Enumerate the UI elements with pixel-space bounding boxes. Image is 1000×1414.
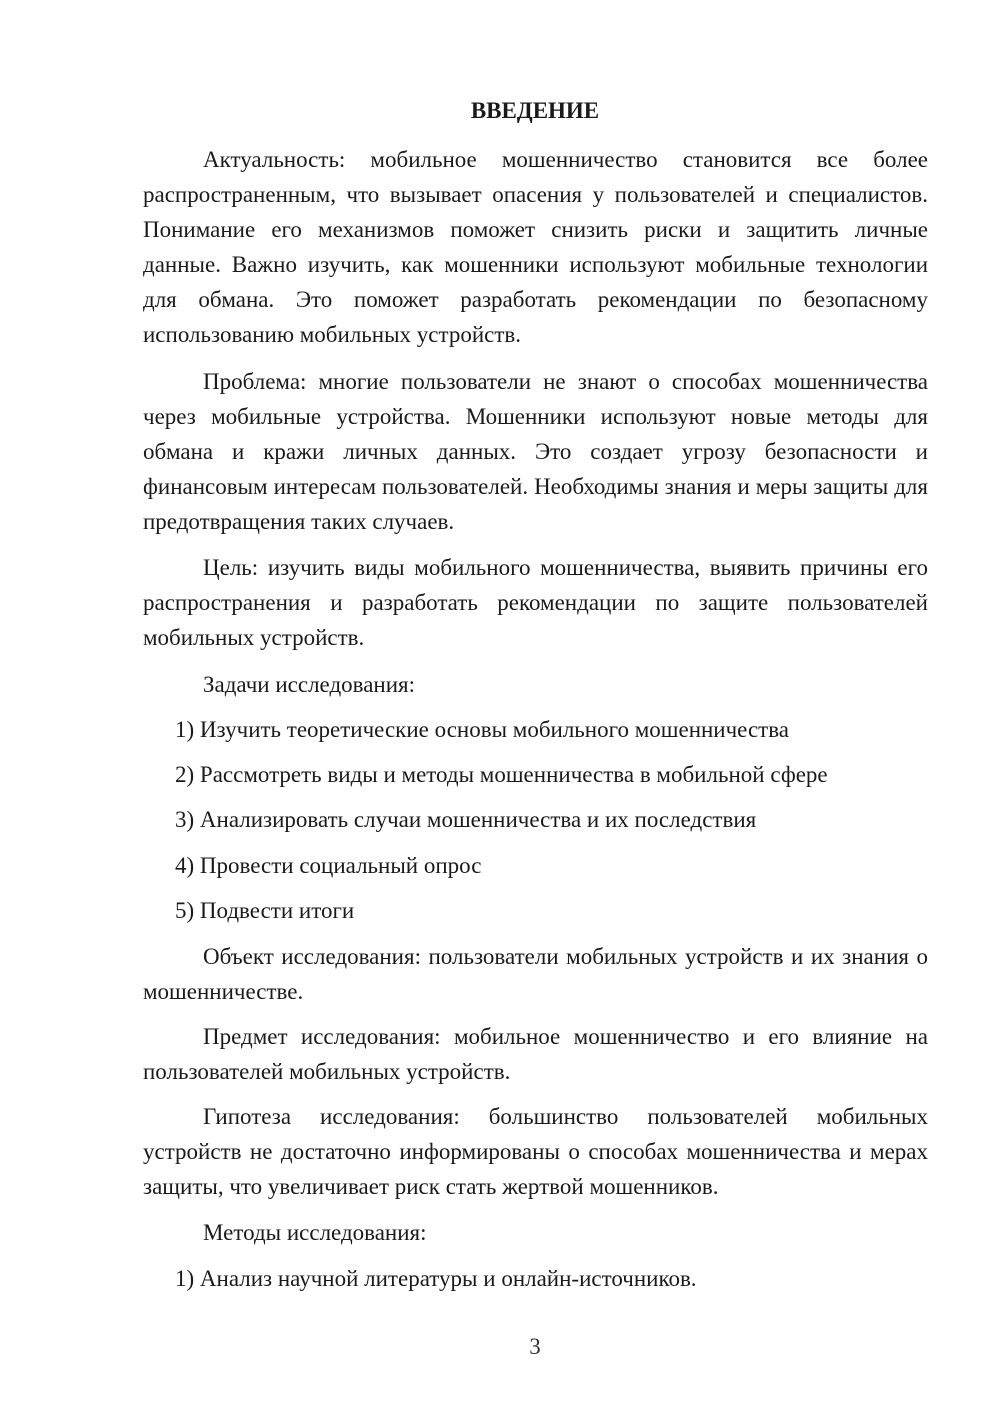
problem-paragraph: Проблема: многие пользователи не знают о способах мошенничества через мобильные устройства. Мошенники используют новые методы для обмана и кражи личных данных. Это создает угрозу безопасности и финансовым интересам пользователей. Необходимы знания и меры защиты для предотвращения таких случаев.: [143, 369, 928, 534]
task-item-4: 4) Провести социальный опрос: [175, 853, 482, 878]
page-title: ВВЕДЕНИЕ: [470, 98, 600, 123]
methods-title: Методы исследования:: [203, 1220, 427, 1245]
task-item-3: 3) Анализировать случаи мошенничества и их последствия: [175, 807, 757, 832]
relevance-paragraph: Актуальность: мобильное мошенничество становится все более распространенным, что вызывает опасения у пользователей и специалистов. Понимание его механизмов поможет снизить риски и защитить личные данные. Важно изучить, как мошенники используют мобильные технологии для обмана. Это поможет разработать рекомендации по безопасному использованию мобильных устройств.: [143, 147, 928, 347]
object-paragraph: Объект исследования: пользователи мобильных устройств и их знания о мошенничестве.: [143, 944, 928, 1004]
goal-paragraph: Цель: изучить виды мобильного мошенничества, выявить причины его распространения и разработать рекомендации по защите пользователей мобильных устройств.: [143, 555, 928, 650]
method-item-1: 1) Анализ научной литературы и онлайн-источников.: [175, 1266, 697, 1291]
task-item-5: 5) Подвести итоги: [175, 898, 355, 923]
task-item-2: 2) Рассмотреть виды и методы мошенничества в мобильной сфере: [175, 762, 828, 787]
page-number: 3: [529, 1334, 541, 1359]
tasks-title: Задачи исследования:: [203, 672, 416, 697]
task-item-1: 1) Изучить теоретические основы мобильного мошенничества: [175, 717, 789, 742]
hypothesis-paragraph: Гипотеза исследования: большинство пользователей мобильных устройств не достаточно информированы о способах мошенничества и мерах защиты, что увеличивает риск стать жертвой мошенников.: [143, 1104, 928, 1199]
subject-paragraph: Предмет исследования: мобильное мошенничество и его влияние на пользователей мобильных устройств.: [143, 1024, 928, 1084]
